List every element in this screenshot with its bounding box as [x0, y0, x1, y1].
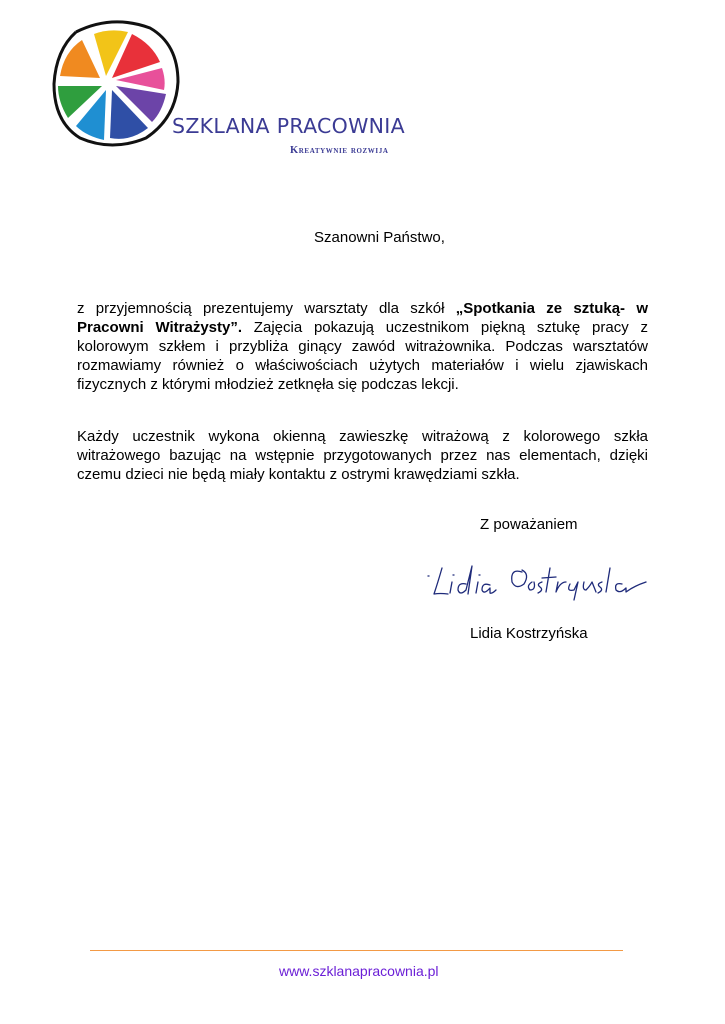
footer-divider — [90, 950, 623, 951]
handwritten-signature — [426, 560, 648, 602]
details-text: Każdy uczestnik wykona okienną zawieszkę witrażową z kolorowego szkła witrażowego bazując na wstępnie przygotowanych przez nas elementach, dzięki czemu dzieci nie będą miały kontaktu z ostrymi krawędziami szkła. — [77, 428, 648, 483]
brand-tagline: Kreatywnie rozwija — [290, 145, 389, 156]
signer-name: Lidia Kostrzyńska — [470, 625, 588, 642]
glass-segments — [58, 30, 166, 140]
intro-description: Zajęcia pokazują uczestnikom piękną sztukę pracy z kolorowym szkłem i przybliża ginący zawód witrażownika. Podczas warsztatów rozmawiamy również o właściwościach użytych materiałów i wielu zjawiskach fizycznych z którymi młodzież zetknęła się podczas lekcji. — [77, 319, 648, 393]
salutation: Szanowni Państwo, — [314, 229, 445, 246]
closing: Z poważaniem — [480, 516, 578, 533]
logo-wheel — [50, 18, 182, 148]
paragraph-intro — [77, 299, 648, 394]
intro-text: z przyjemnością prezentujemy warsztaty dla szkół — [77, 300, 456, 317]
paragraph-details — [77, 427, 648, 484]
workshop-title: „Spotkania ze sztuką- w Pracowni Witrażysty”. — [77, 300, 648, 336]
website-link[interactable]: www.szklanapracownia.pl — [279, 963, 439, 979]
brand-name: SZKLANA PRACOWNIA — [172, 114, 405, 138]
